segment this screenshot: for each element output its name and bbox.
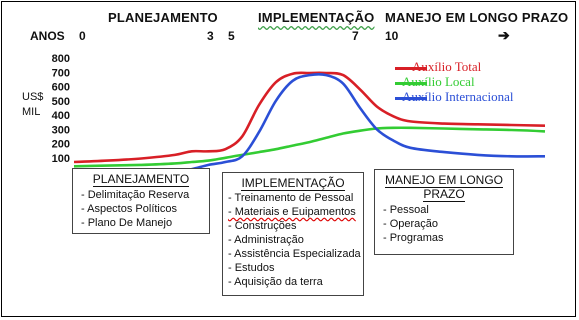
y-tick-label: 500 xyxy=(51,95,70,108)
y-tick-label: 200 xyxy=(51,138,70,151)
list-item: - Delimitação Reserva xyxy=(81,189,190,201)
years-label: ANOS xyxy=(30,29,65,43)
list-item: - Programas xyxy=(383,232,444,244)
list-item: - Operação xyxy=(383,218,439,230)
list-item: - Treinamento de Pessoal xyxy=(228,192,354,204)
y-tick-label: 600 xyxy=(51,81,70,94)
year-7: 7 xyxy=(352,29,359,43)
year-3: 3 xyxy=(207,29,214,43)
phase-planejamento: PLANEJAMENTO xyxy=(108,10,218,25)
box-planejamento xyxy=(72,168,210,234)
y-tick-label: 100 xyxy=(51,152,70,165)
legend-internacional: Auxílio Internacional xyxy=(402,89,514,104)
list-item: - Aquisição da terra xyxy=(228,276,323,288)
year-5: 5 xyxy=(228,29,235,43)
year-10: 10 xyxy=(385,29,399,43)
y-tick-label: 700 xyxy=(51,67,70,80)
legend-local: Auxílio Local xyxy=(402,74,475,89)
box-manejo xyxy=(374,169,514,255)
box-implementacao-title: IMPLEMENTAÇÃO xyxy=(241,176,345,190)
y-tick-label: 400 xyxy=(51,110,70,122)
y-tick-label: 800 xyxy=(51,53,70,65)
phase-implementacao: IMPLEMENTAÇÃO xyxy=(258,10,375,25)
series-line-1 xyxy=(74,128,545,167)
year-0: 0 xyxy=(79,29,86,43)
box-manejo-title: MANEJO EM LONGO PRAZO xyxy=(384,173,503,201)
phase-manejo: MANEJO EM LONGO PRAZO xyxy=(385,10,569,25)
box-implementacao xyxy=(222,172,364,296)
list-item: - Construções xyxy=(228,220,297,232)
y-tick-label: 300 xyxy=(51,124,70,137)
list-item: - Materiais e Euipamentos xyxy=(228,206,356,218)
arrow-right-icon: ➔ xyxy=(498,27,510,43)
legend-total: Auxílio Total xyxy=(412,59,482,74)
box-planejamento-title: PLANEJAMENTO xyxy=(92,172,190,186)
list-item: - Plano De Manejo xyxy=(81,217,173,229)
list-item: - Estudos xyxy=(228,262,275,274)
list-item: - Administração xyxy=(228,234,304,246)
list-item: - Aspectos Políticos xyxy=(81,203,177,215)
list-item: - Assistência Especializada xyxy=(228,248,361,260)
list-item: - Pessoal xyxy=(383,204,429,216)
y-axis-label: US$ MIL xyxy=(22,91,44,118)
y-tick-labels xyxy=(52,53,70,165)
